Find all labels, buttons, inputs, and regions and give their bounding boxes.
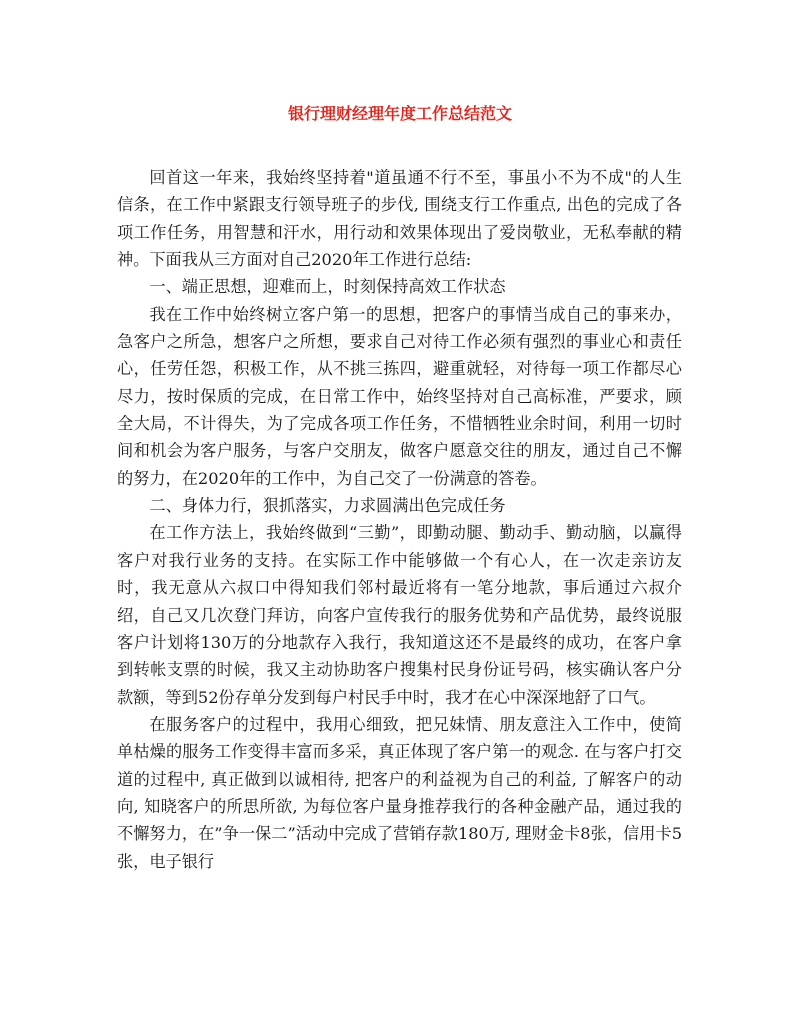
- document-body: [117, 164, 682, 875]
- section-heading-1: 一、端正思想，迎难而上，时刻保持高效工作状态: [149, 277, 506, 297]
- section-heading-2: 二、身体力行，狠抓落实，力求圆满出色完成任务: [149, 496, 506, 516]
- section-2-paragraph-2: 在服务客户的过程中，我用心细致，把兄妹情、朋友意注入工作中，使简单枯燥的服务工作变得丰富而多采，真正体现了客户第一的观念. 在与客户打交道的过程中, 真正做到以诚相待, 把客户的利益视为自己的利益, 了解客户的动向, 知晓客户的所思所欲, 为每位客户量身推荐我行的各种金融产品，通过我的不懈努力，在”争一保二”活动中完成了营销存款180万, 理财金卡8张，信用卡5张，电子银行: [117, 714, 682, 871]
- section-2-paragraph-1: 在工作方法上，我始终做到“三勤”，即勤动腿、勤动手、勤动脑，以赢得客户对我行业务的支持。在实际工作中能够做一个有心人，在一次走亲访友时，我无意从六叔口中得知我们邻村最近将有一笔分地款，事后通过六叔介绍，自己又几次登门拜访，向客户宣传我行的服务优势和产品优势，最终说服客户计划将130万的分地款存入我行，我知道这还不是最终的成功，在客户拿到转帐支票的时候，我又主动协助客户搜集村民身份证号码，核实确认客户分款额，等到52份存单分发到每户村民手中时，我才在心中深深地舒了口气。: [117, 523, 682, 707]
- document-title: 银行理财经理年度工作总结范文: [287, 104, 512, 123]
- section-1-paragraph: 我在工作中始终树立客户第一的思想，把客户的事情当成自己的事来办，急客户之所急，想客户之所想，要求自己对待工作必须有强烈的事业心和责任心，任劳任怨，积极工作，从不挑三拣四，避重就轻，对待每一项工作都尽心尽力，按时保质的完成，在日常工作中，始终坚持对自己高标准，严要求，顾全大局，不计得失，为了完成各项工作任务，不惜牺牲业余时间，利用一切时间和机会为客户服务，与客户交朋友，做客户愿意交往的朋友，通过自己不懈的努力，在2020年的工作中，为自己交了一份满意的答卷。: [117, 304, 682, 488]
- intro-paragraph: 回首这一年来，我始终坚持着"道虽通不行不至，事虽小不为不成"的人生信条，在工作中紧跟支行领导班子的步伐, 围绕支行工作重点, 出色的完成了各项工作任务，用智慧和汗水，用行动和效果体现出了爱岗敬业，无私奉献的精神。下面我从三方面对自己2020年工作进行总结:: [117, 168, 682, 270]
